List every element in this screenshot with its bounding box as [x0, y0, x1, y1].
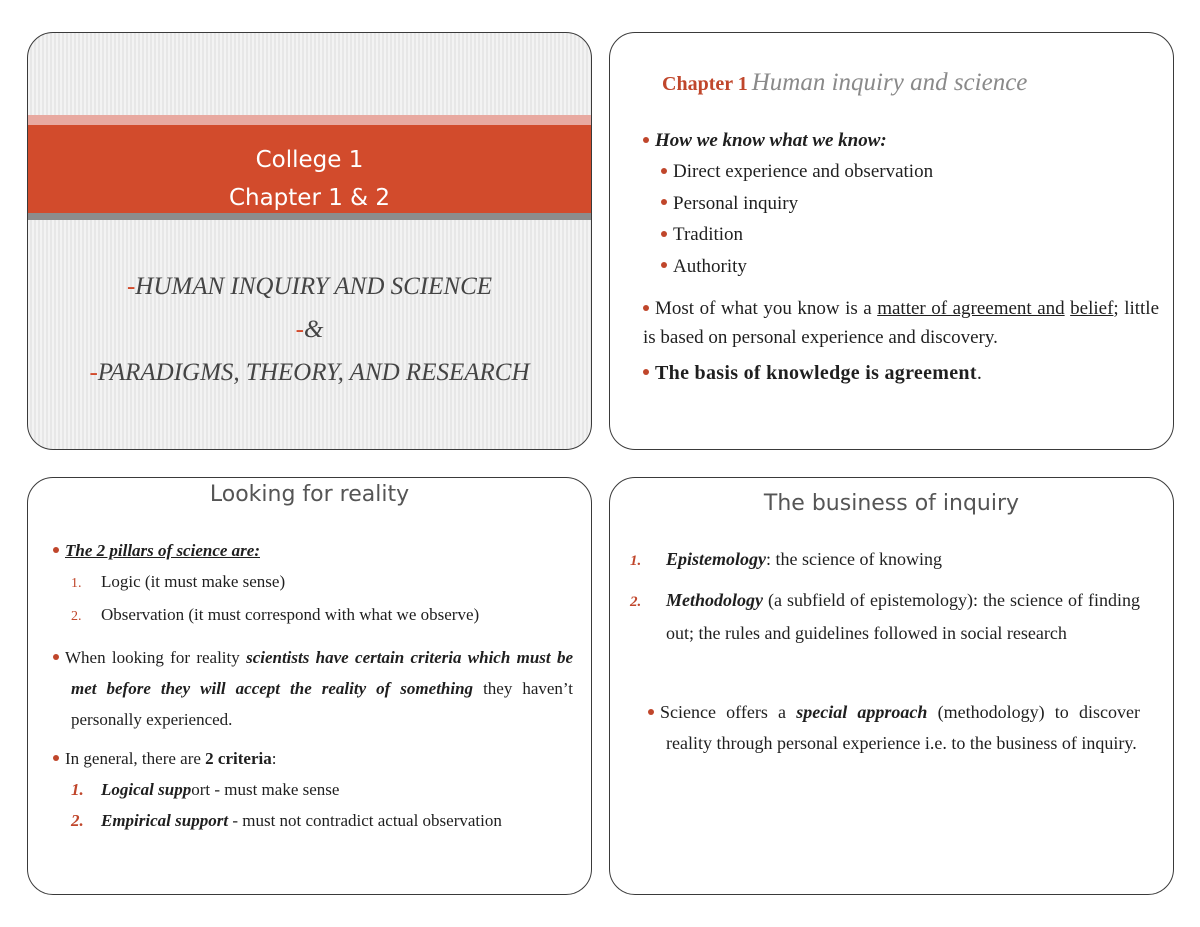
paragraph-text: In general, there are	[65, 749, 201, 768]
slide-heading: Looking for reality	[209, 482, 410, 507]
subtitle-text-1: HUMAN INQUIRY AND SCIENCE	[135, 273, 493, 300]
list-item-text: Authority	[673, 255, 747, 277]
criteria-paragraph	[53, 642, 573, 735]
subtitle-line-2	[28, 308, 591, 351]
slide-title	[27, 32, 592, 450]
list-number: 2.	[71, 811, 84, 830]
list-heading: How we know what we know:	[655, 130, 887, 151]
term: Epistemology	[666, 549, 766, 569]
slide-looking-for-reality	[27, 477, 592, 895]
list-item	[71, 805, 573, 836]
bullet-icon	[53, 547, 59, 553]
paragraph-text: Science offers a	[660, 702, 797, 722]
criteria-intro	[53, 743, 573, 774]
definition: : the science of knowing	[766, 549, 942, 569]
criterion-name: Logical supp	[101, 780, 192, 799]
subtitle-text-3: PARADIGMS, THEORY, AND RESEARCH	[97, 359, 530, 386]
paragraph-text: When looking for reality	[65, 648, 240, 667]
slide-business-of-inquiry	[609, 477, 1174, 895]
bullet-icon	[53, 654, 59, 660]
bullet-icon	[648, 709, 654, 715]
list-item	[630, 585, 1140, 649]
emphasized-text: 2 criteria	[205, 749, 272, 768]
science-paragraph	[648, 697, 1140, 759]
chapter-title: Human inquiry and science	[751, 69, 1028, 96]
bullet-icon	[661, 231, 667, 237]
bullet-icon	[643, 137, 649, 143]
list-item-text: Tradition	[673, 224, 744, 245]
bullet-icon	[661, 168, 667, 174]
list-item-text: Personal inquiry	[673, 192, 799, 214]
agreement-paragraph	[643, 294, 1159, 352]
list-item	[643, 125, 1159, 156]
bullet-icon	[661, 199, 667, 205]
knowledge-statement	[643, 362, 1159, 385]
subtitle-dash: -	[126, 273, 136, 300]
list-item	[71, 599, 573, 632]
criterion-text: - must not contradict actual observation	[228, 811, 502, 830]
list-number: 2.	[71, 609, 82, 624]
title-line-1: College 1	[255, 147, 364, 173]
term: Methodology	[666, 590, 763, 610]
list-item	[661, 156, 1159, 188]
list-item	[71, 774, 573, 805]
subtitle-dash: -	[89, 359, 98, 386]
list-number: 2.	[630, 594, 642, 610]
paragraph-text: ; little is based on personal experience and discovery.	[643, 298, 1160, 348]
chapter-label: Chapter 1	[662, 73, 748, 95]
list-item	[661, 219, 1159, 251]
list-item	[630, 544, 1140, 577]
pillars-heading-text: The 2 pillars of science are:	[65, 541, 260, 560]
slide-subtitle	[28, 265, 591, 394]
subtitle-line-3	[28, 351, 591, 394]
bullet-icon	[661, 262, 667, 268]
title-line-2: Chapter 1 & 2	[228, 185, 391, 211]
list-item-text: Logic (it must make sense)	[101, 572, 286, 591]
criterion-text: ort - must make sense	[191, 780, 340, 799]
subtitle-dash: -	[295, 316, 304, 343]
paragraph-text: Most of what you know is a	[655, 298, 872, 319]
subtitle-text-2: &	[303, 316, 324, 343]
bullet-icon	[643, 305, 649, 311]
definition: (a subfield of epistemology): the science of finding out; the rules and guidelines followed in social research	[666, 590, 1140, 643]
list-number: 1.	[71, 780, 84, 799]
underlined-text: belief	[1070, 298, 1114, 319]
title-bar-top-stripe	[28, 115, 591, 125]
subtitle-line-1	[28, 265, 591, 308]
emphasized-text: special approach	[796, 702, 928, 722]
pillars-heading	[53, 535, 573, 566]
underlined-text: matter of agreement and	[877, 298, 1065, 319]
slide-human-inquiry	[609, 32, 1174, 450]
list-item	[71, 566, 573, 599]
slide-main-title	[28, 141, 591, 217]
slide-body	[630, 544, 1140, 759]
paragraph-text: they haven’t personally experienced.	[71, 679, 574, 729]
list-item	[661, 251, 1159, 283]
list-item-text: Direct experience and observation	[673, 161, 934, 182]
list-number: 1.	[630, 553, 642, 569]
slide-heading	[662, 69, 1027, 97]
bullet-icon	[53, 755, 59, 761]
emphasized-text: scientists have certain criteria which must be met before they will accept the reality of something	[71, 648, 574, 698]
statement-text: The basis of knowledge is agreement	[655, 362, 977, 384]
bullet-icon	[643, 369, 649, 375]
criterion-name: Empirical support	[101, 811, 229, 830]
list-number: 1.	[71, 576, 82, 591]
slide-body	[53, 535, 573, 836]
paragraph-text: (methodology) to discover reality through personal experience i.e. to the business of inquiry.	[666, 702, 1140, 753]
slide-heading: The business of inquiry	[763, 491, 1020, 516]
list-item-text: Observation (it must correspond with what we observe)	[101, 605, 480, 624]
list-item	[661, 188, 1159, 220]
bullet-list	[643, 125, 1159, 385]
statement-period: .	[976, 362, 983, 384]
paragraph-text: :	[271, 749, 277, 768]
